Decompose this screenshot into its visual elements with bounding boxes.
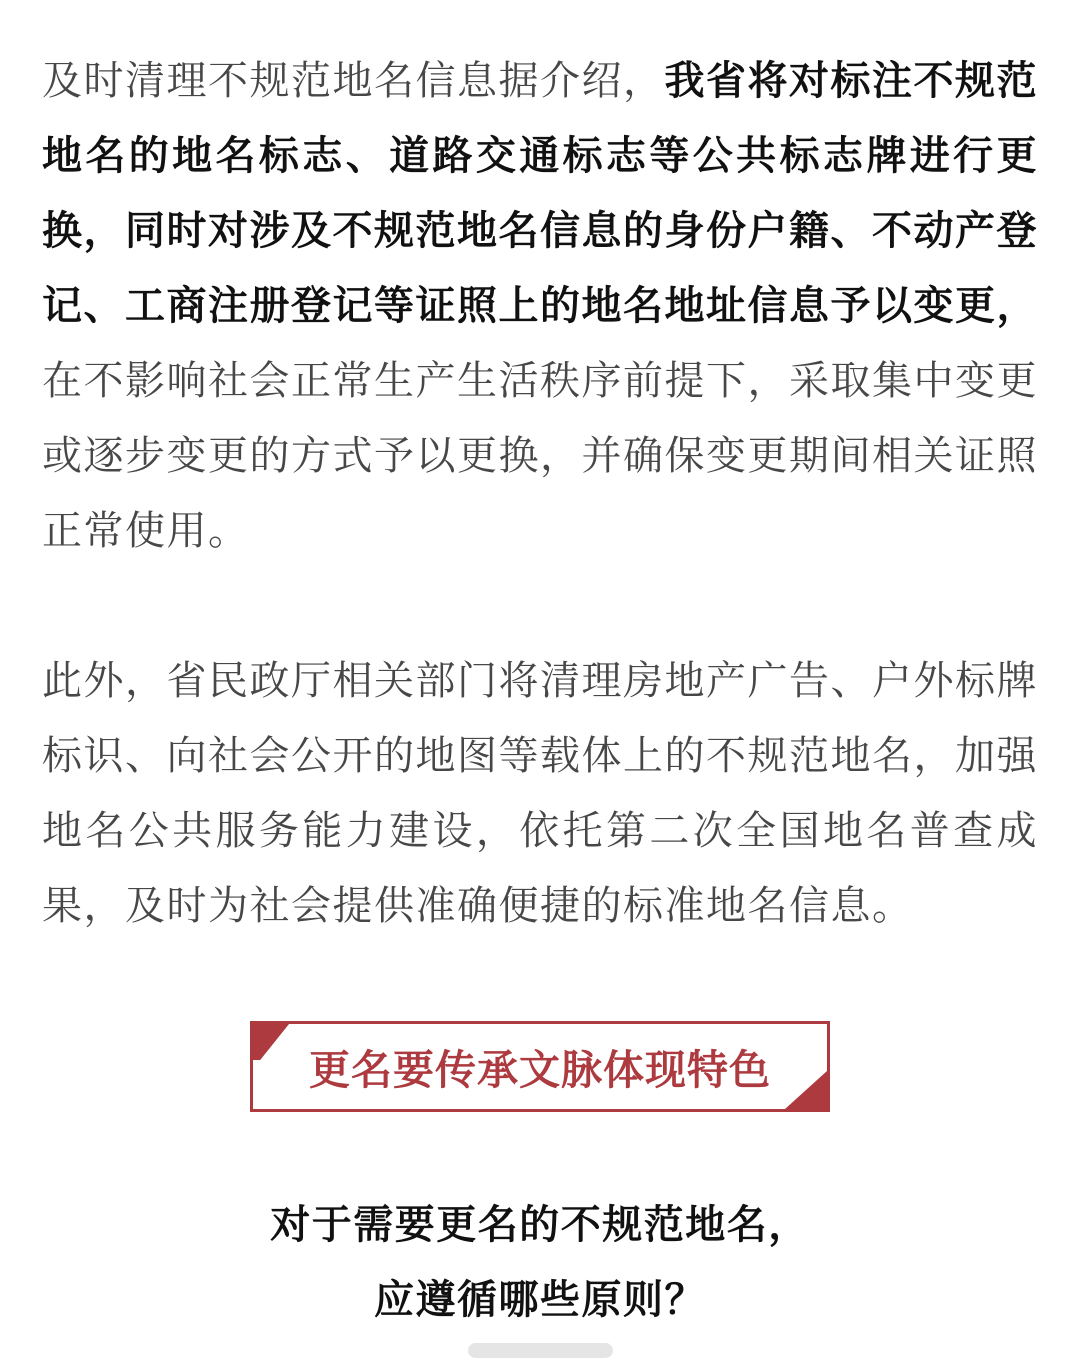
next-section-peek-bar	[468, 1343, 613, 1358]
section-title: 更名要传承文脉体现特色	[309, 1047, 771, 1093]
corner-ribbon-bottom-right-icon	[785, 1071, 827, 1109]
text-segment-opening: 及时清理不规范地名信息据介绍，	[42, 59, 665, 103]
question-line-1: 对于需要更名的不规范地名，	[270, 1203, 810, 1247]
text-segment-emphasis: 我省将对标注不规范地名的地名标志、道路交通标志等公共标志牌进行更换，同时对涉及不规范地名信息的身份户籍、不动产登记、工商注册登记等证照上的地名地址信息予以变更，	[42, 59, 1038, 328]
section-title-banner	[250, 1021, 830, 1112]
paragraph-cleanup-measures: 此外，省民政厅相关部门将清理房地产广告、户外标牌标识、向社会公开的地图等载体上的不规范地名，加强地名公共服务能力建设，依托第二次全国地名普查成果，及时为社会提供准确便捷的标准地名信息。	[42, 659, 1038, 928]
question-line-2: 应遵循哪些原则？	[374, 1278, 706, 1322]
text-segment-closing: 在不影响社会正常生产生活秩序前提下，采取集中变更或逐步变更的方式予以更换，并确保变更期间相关证照正常使用。	[42, 359, 1038, 553]
paragraph-policy-update	[42, 44, 1038, 569]
corner-ribbon-top-left-icon	[253, 1024, 289, 1060]
question-subheading	[42, 1188, 1038, 1338]
